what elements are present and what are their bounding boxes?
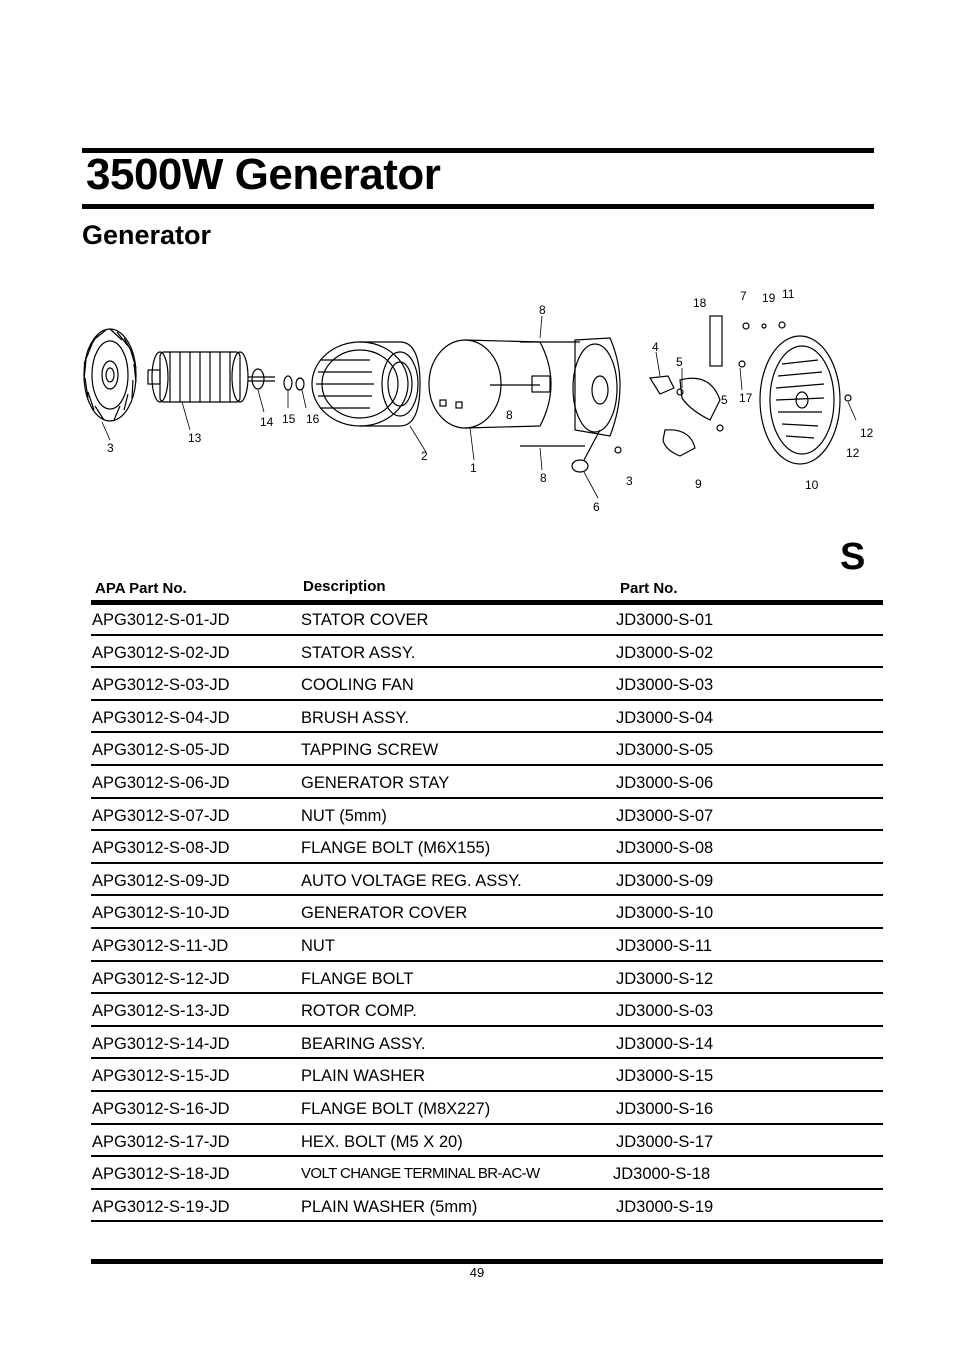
callout-label: 3 [107,441,114,455]
callout-label: 5 [676,355,683,369]
table-row [91,701,883,734]
part-no: JD3000-S-07 [616,806,714,825]
description: NUT (5mm) [301,806,387,825]
description: COOLING FAN [301,676,414,695]
stator-cover-drawing [429,340,551,428]
callout-label: 10 [805,478,819,492]
table-row [91,1059,883,1092]
table-row [91,766,883,799]
description: GENERATOR STAY [301,773,450,792]
brush-avr-drawing [650,316,722,456]
apa-part-no: APG3012-S-06-JD [92,773,230,792]
callout-label: 14 [260,415,274,429]
description: BEARING ASSY. [301,1034,426,1053]
apa-part-no: APG3012-S-19-JD [92,1197,230,1216]
description: GENERATOR COVER [301,904,468,923]
part-no: JD3000-S-06 [616,773,714,792]
footer-rule [91,1259,883,1264]
table-row [91,799,883,832]
callout-label: 3 [626,474,633,488]
generator-stay-drawing [520,338,620,472]
exploded-parts-diagram [70,280,890,520]
section-subtitle: Generator [82,220,212,250]
callout-label: 8 [539,303,546,317]
description: AUTO VOLTAGE REG. ASSY. [301,871,522,890]
apa-part-no: APG3012-S-04-JD [92,708,230,727]
description: ROTOR COMP. [301,1002,417,1021]
fasteners-drawing [615,322,851,453]
apa-part-no: APG3012-S-05-JD [92,741,230,760]
description: PLAIN WASHER (5mm) [301,1197,478,1216]
part-no: JD3000-S-02 [616,643,714,662]
callout-label: 13 [188,431,202,445]
table-row [91,668,883,701]
apa-part-no: APG3012-S-07-JD [92,806,230,825]
header-apa-part-no: APA Part No. [95,580,187,597]
callout-numbers [107,287,874,514]
rotor-drawing [148,352,275,402]
apa-part-no: APG3012-S-11-JD [92,936,229,955]
callout-label: 2 [421,449,428,463]
callout-label: 12 [860,426,874,440]
callout-label: 12 [846,446,860,460]
apa-part-no: APG3012-S-17-JD [92,1132,230,1151]
generator-cover-drawing [760,336,840,464]
table-row [91,636,883,669]
page-title: 3500W Generator [86,150,441,199]
callout-label: 1 [470,461,477,475]
parts-table [91,603,883,1222]
description: FLANGE BOLT (M8X227) [301,1099,491,1118]
part-no: JD3000-S-17 [616,1132,714,1151]
callout-label: 6 [593,500,600,514]
table-row [91,896,883,929]
callout-label: 4 [652,340,659,354]
table-row [91,1190,883,1223]
section-letter: S [840,536,866,578]
apa-part-no: APG3012-S-09-JD [92,871,230,890]
part-no: JD3000-S-04 [616,708,714,727]
apa-part-no: APG3012-S-12-JD [92,969,230,988]
callout-label: 17 [739,391,753,405]
callout-label: 9 [695,477,702,491]
description: STATOR COVER [301,611,429,629]
callout-label: 8 [540,471,547,485]
callout-label: 5 [721,393,728,407]
table-row [91,929,883,962]
apa-part-no: APG3012-S-02-JD [92,643,230,662]
table-row [91,962,883,995]
header-part-no: Part No. [620,580,678,597]
callout-label: 15 [282,412,296,426]
table-row [91,994,883,1027]
page-number: 49 [469,1265,485,1280]
apa-part-no: APG3012-S-16-JD [92,1099,230,1118]
table-row [91,603,883,636]
callout-label: 19 [762,291,776,305]
part-no: JD3000-S-16 [616,1099,714,1118]
cooling-fan-drawing [84,329,136,421]
part-no: JD3000-S-11 [616,936,712,955]
description: BRUSH ASSY. [301,708,409,727]
bearing-washer-bolt-drawing [252,369,304,390]
part-no: JD3000-S-09 [616,871,714,890]
part-no: JD3000-S-05 [616,741,714,760]
callout-label: 7 [740,289,747,303]
part-no: JD3000-S-03 [616,676,714,695]
apa-part-no: APG3012-S-18-JD [92,1165,230,1184]
table-row [91,733,883,766]
part-no: JD3000-S-03 [616,1002,714,1021]
title-bottom-rule [82,204,874,209]
apa-part-no: APG3012-S-01-JD [92,611,230,629]
table-row [91,1157,883,1190]
table-row [91,1092,883,1125]
callout-label: 18 [693,296,707,310]
part-no: JD3000-S-01 [616,611,714,629]
description: STATOR ASSY. [301,643,416,662]
description: VOLT CHANGE TERMINAL BR-AC-W [301,1165,540,1183]
callout-label: 16 [306,412,320,426]
description: HEX. BOLT (M5 X 20) [301,1132,463,1151]
apa-part-no: APG3012-S-03-JD [92,676,230,695]
description: FLANGE BOLT [301,969,414,988]
table-row [91,1027,883,1060]
part-no: JD3000-S-15 [616,1067,714,1086]
part-no: JD3000-S-14 [616,1034,714,1053]
table-row [91,831,883,864]
apa-part-no: APG3012-S-13-JD [92,1002,230,1021]
callout-label: 11 [782,287,795,301]
part-no: JD3000-S-10 [616,904,714,923]
part-no: JD3000-S-12 [616,969,714,988]
description: PLAIN WASHER [301,1067,426,1086]
apa-part-no: APG3012-S-14-JD [92,1034,230,1053]
table-row [91,864,883,897]
header-description: Description [303,578,386,595]
part-no: JD3000-S-08 [616,839,714,858]
callout-label: 8 [506,408,513,422]
description: TAPPING SCREW [301,741,439,760]
stator-drawing [312,342,420,426]
apa-part-no: APG3012-S-08-JD [92,839,230,858]
apa-part-no: APG3012-S-10-JD [92,904,230,923]
description: NUT [301,936,335,955]
table-row [91,1125,883,1158]
part-no: JD3000-S-19 [616,1197,714,1216]
description: FLANGE BOLT (M6X155) [301,839,491,858]
apa-part-no: APG3012-S-15-JD [92,1067,230,1086]
part-no: JD3000-S-18 [613,1165,711,1184]
